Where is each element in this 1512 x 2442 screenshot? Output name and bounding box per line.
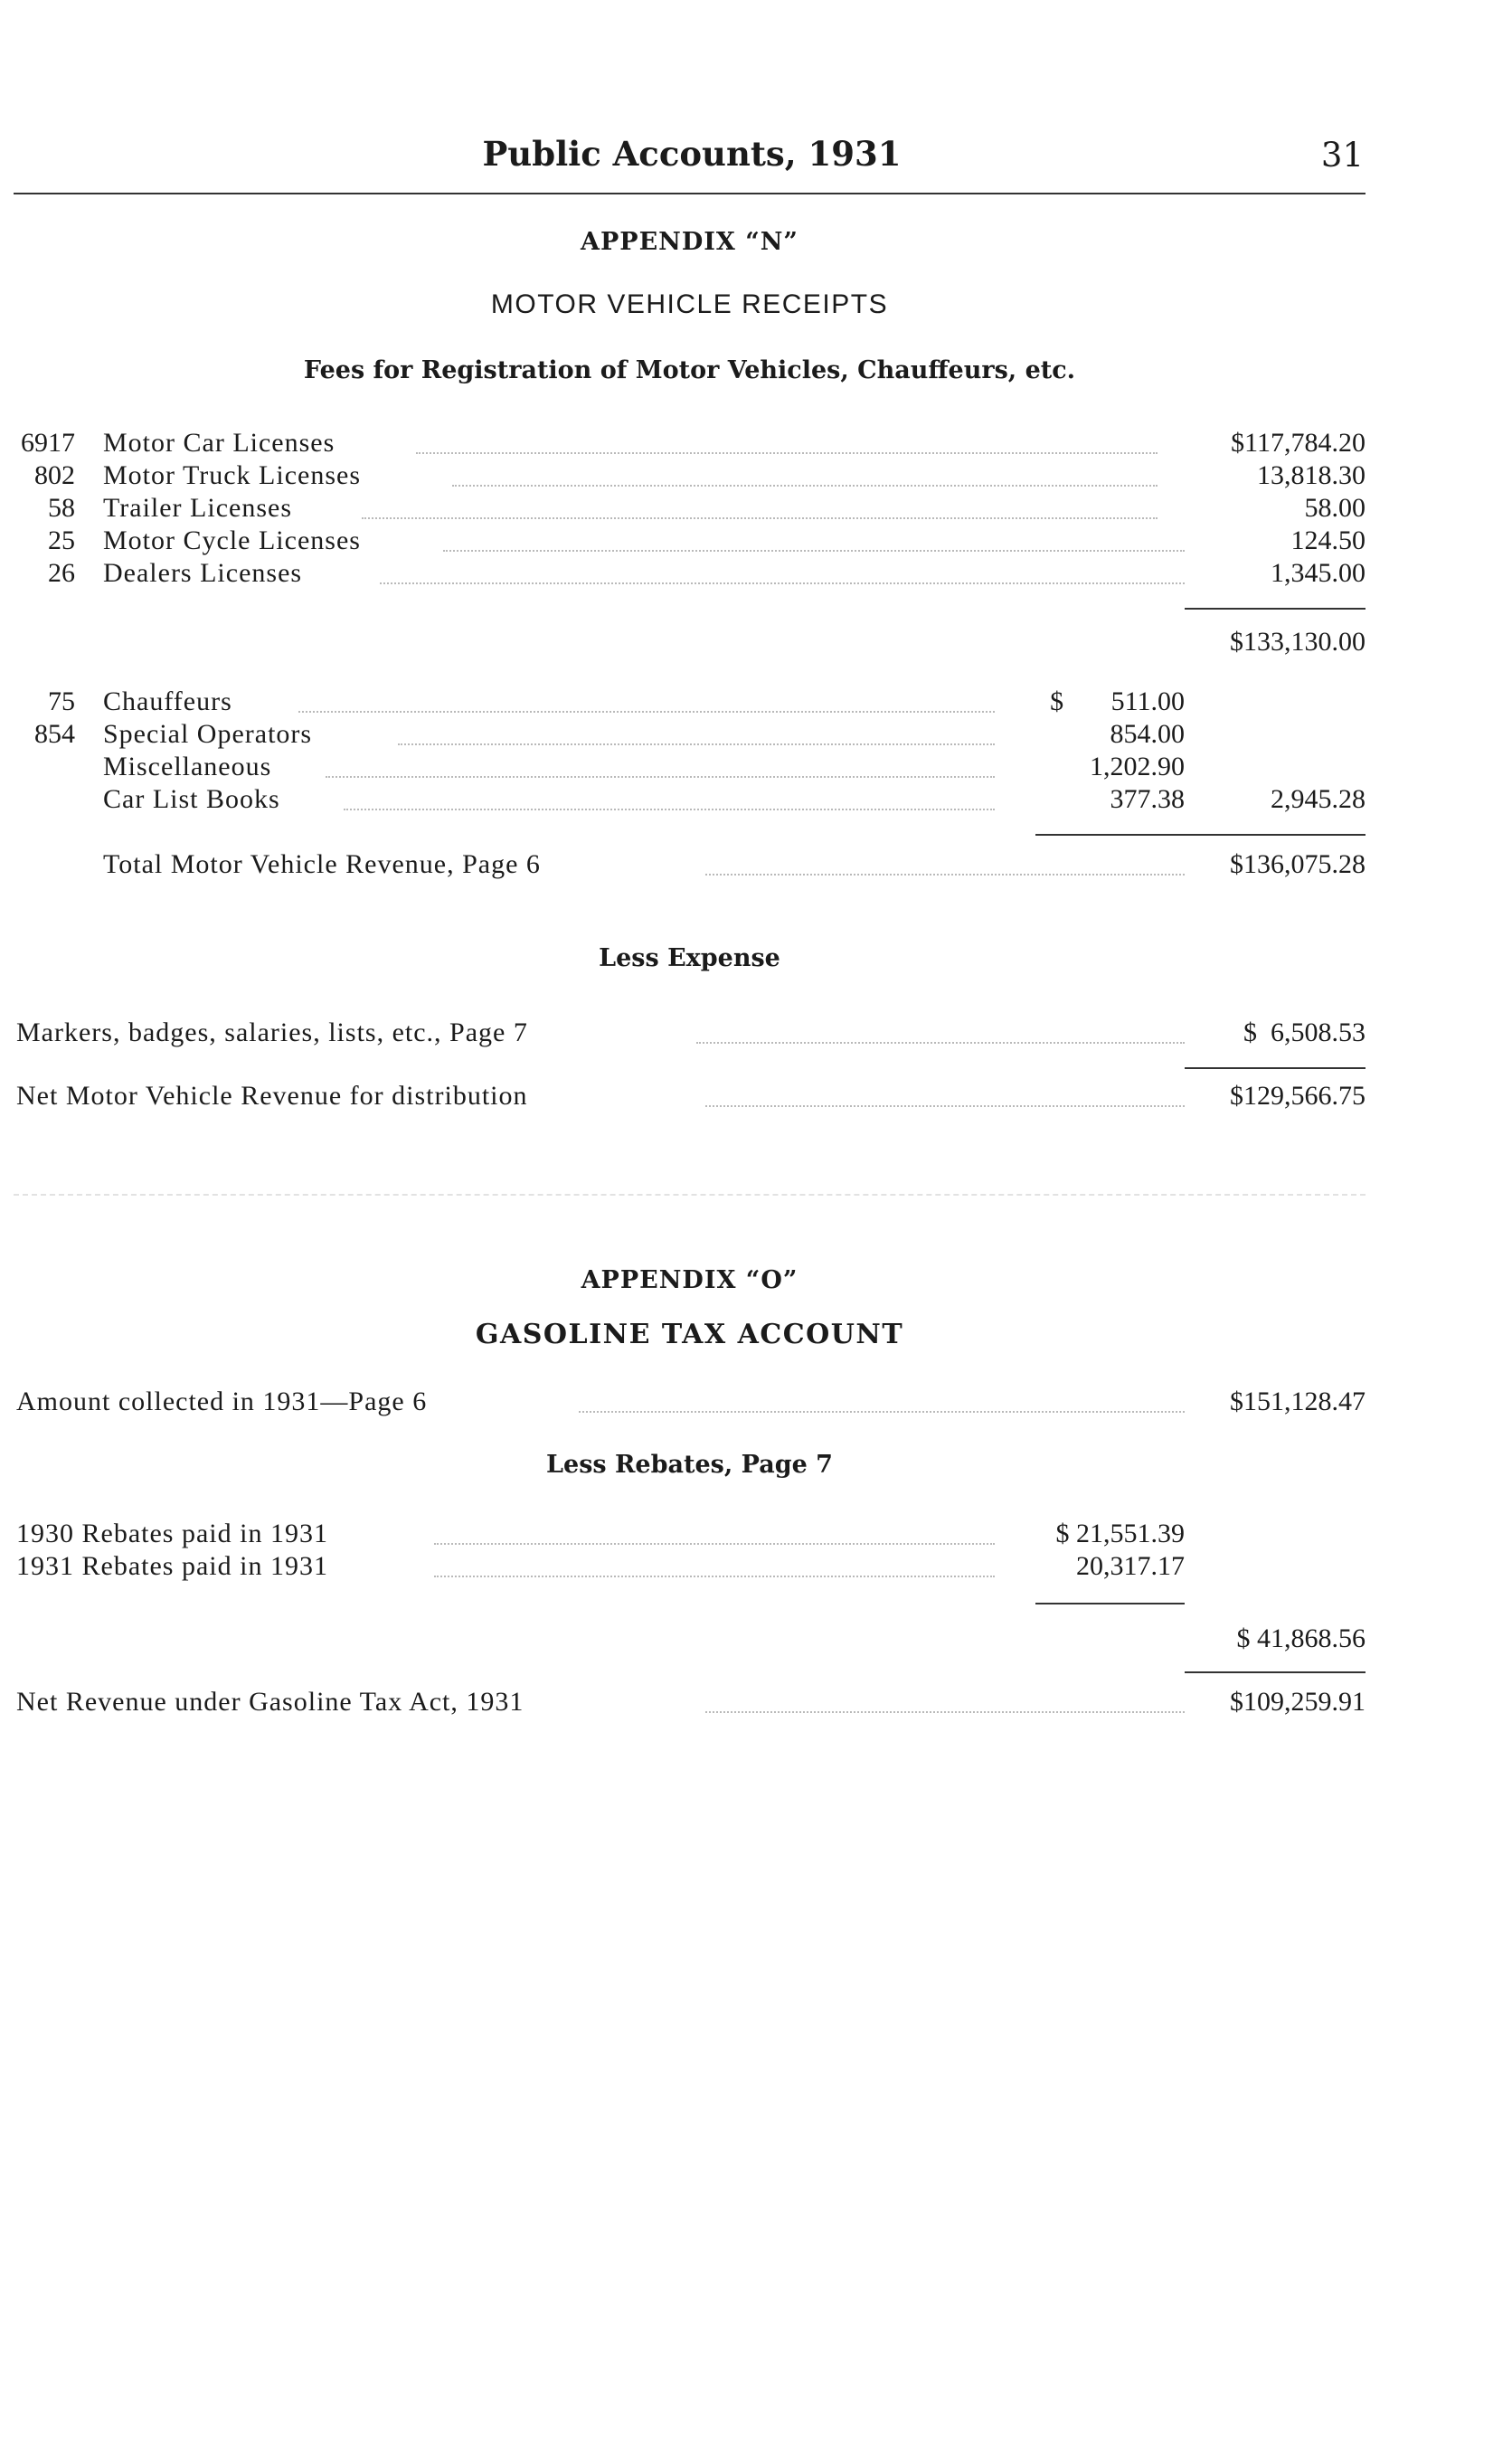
dot-leader (344, 807, 995, 810)
other-label: Car List Books (103, 784, 280, 814)
dot-leader (362, 516, 1158, 519)
gas-net-row (0, 1684, 1512, 1720)
fee-total: 13,818.30 (1257, 460, 1366, 490)
fee-label: Trailer Licenses (103, 493, 293, 523)
dot-leader (398, 742, 995, 745)
other-row (0, 781, 1512, 818)
other-row (0, 716, 1512, 752)
fee-count: 802 (34, 460, 75, 490)
dot-leader (443, 548, 1185, 552)
page-header-title: Public Accounts, 1931 (482, 134, 902, 174)
other-amount: 854.00 (1110, 719, 1185, 749)
fee-row (0, 555, 1512, 592)
rebates-rule (1035, 1603, 1185, 1604)
header-rule (14, 193, 1366, 194)
fee-count: 6917 (21, 428, 75, 458)
fee-total: $117,784.20 (1231, 428, 1366, 458)
subtotal-rule (1185, 608, 1366, 610)
dot-leader (696, 1040, 1185, 1044)
gas-net-label: Net Revenue under Gasoline Tax Act, 1931 (16, 1687, 524, 1717)
rebates-total-row (0, 1621, 1512, 1657)
fee-row (0, 490, 1512, 526)
other-amount: 377.38 (1110, 784, 1185, 814)
collected-value: $151,128.47 (1230, 1387, 1366, 1416)
total-label: Total Motor Vehicle Revenue, Page 6 (103, 849, 541, 879)
fee-total: 58.00 (1304, 493, 1366, 523)
fee-count: 25 (48, 525, 75, 555)
dot-leader (579, 1409, 1185, 1413)
total-rule (1185, 834, 1366, 836)
dot-leader (326, 774, 995, 778)
dot-leader (705, 1103, 1185, 1107)
appendix-n-subtitle: Fees for Registration of Motor Vehicles, Chauffeurs, etc. (303, 356, 1076, 384)
other-label: Miscellaneous (103, 752, 272, 781)
rebates-total: $ 41,868.56 (1236, 1623, 1366, 1653)
expense-row (0, 1015, 1512, 1051)
other-row (0, 749, 1512, 785)
fee-label: Motor Car Licenses (103, 428, 335, 458)
rebate-amount: $ 21,551.39 (1055, 1519, 1185, 1548)
rebates-heading: Less Rebates, Page 7 (546, 1451, 833, 1479)
dot-leader (705, 1709, 1185, 1713)
other-label: Special Operators (103, 719, 313, 749)
net-value: $129,566.75 (1230, 1081, 1366, 1111)
section-separator (14, 1194, 1366, 1196)
fee-row (0, 458, 1512, 494)
dot-leader (434, 1574, 995, 1577)
fees-subtotal: $133,130.00 (1230, 627, 1366, 657)
rebate-row (0, 1548, 1512, 1585)
dot-leader (416, 450, 1158, 454)
rebate-label: 1930 Rebates paid in 1931 (16, 1519, 328, 1548)
other-count: 75 (48, 686, 75, 716)
rebate-row (0, 1516, 1512, 1552)
appendix-o-title: GASOLINE TAX ACCOUNT (475, 1319, 904, 1350)
fee-label: Motor Truck Licenses (103, 460, 361, 490)
total-value: $136,075.28 (1230, 849, 1366, 879)
fee-total: 1,345.00 (1271, 558, 1366, 588)
appendix-n-title: MOTOR VEHICLE RECEIPTS (490, 289, 889, 319)
collected-row (0, 1384, 1512, 1420)
fee-row (0, 425, 1512, 461)
expense-label: Markers, badges, salaries, lists, etc., Page 7 (16, 1018, 528, 1047)
appendix-o-heading: APPENDIX “O” (581, 1266, 799, 1294)
net-rule (1185, 1067, 1366, 1069)
dot-leader (705, 872, 1185, 876)
other-count: 854 (34, 719, 75, 749)
dot-leader (298, 709, 995, 713)
net-motor-vehicle-row (0, 1078, 1512, 1114)
dot-leader (434, 1541, 995, 1545)
fees-subtotal-row (0, 624, 1512, 660)
other-row (0, 684, 1512, 720)
rebate-amount: 20,317.17 (1076, 1551, 1185, 1581)
fee-count: 58 (48, 493, 75, 523)
page-number: 31 (1320, 136, 1364, 175)
other-amount: $ 511.00 (1050, 686, 1185, 716)
other-label: Chauffeurs (103, 686, 232, 716)
fee-label: Motor Cycle Licenses (103, 525, 361, 555)
fee-count: 26 (48, 558, 75, 588)
other-subtotal: 2,945.28 (1271, 784, 1366, 814)
fee-total: 124.50 (1290, 525, 1366, 555)
net-label: Net Motor Vehicle Revenue for distribution (16, 1081, 528, 1111)
less-expense-heading: Less Expense (599, 944, 780, 972)
other-amount: 1,202.90 (1090, 752, 1185, 781)
gas-net-value: $109,259.91 (1230, 1687, 1366, 1717)
fee-label: Dealers Licenses (103, 558, 303, 588)
appendix-n-heading: APPENDIX “N” (581, 228, 799, 256)
expense-value: $ 6,508.53 (1243, 1018, 1366, 1047)
dot-leader (380, 581, 1185, 584)
gas-net-rule (1185, 1671, 1366, 1673)
total-motor-vehicle-row (0, 847, 1512, 883)
fee-row (0, 523, 1512, 559)
collected-label: Amount collected in 1931—Page 6 (16, 1387, 428, 1416)
amount-rule (1035, 834, 1185, 836)
dot-leader (452, 483, 1158, 487)
rebate-label: 1931 Rebates paid in 1931 (16, 1551, 328, 1581)
